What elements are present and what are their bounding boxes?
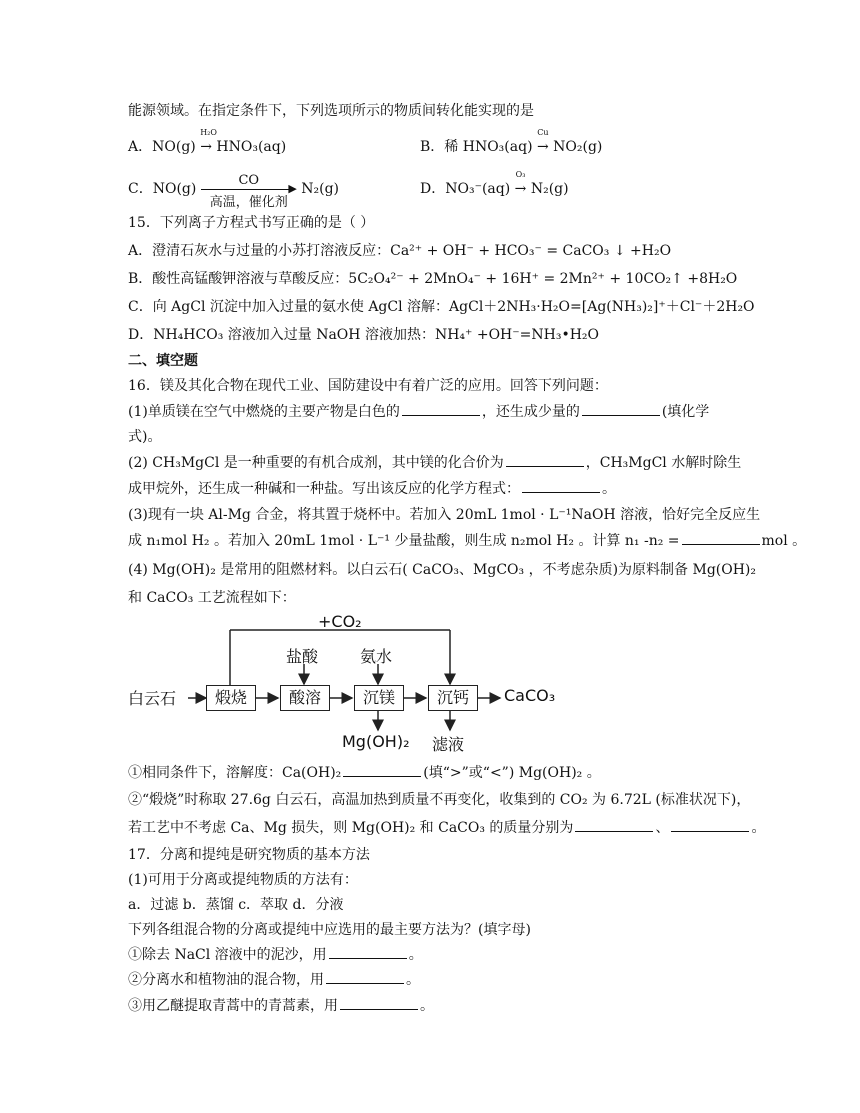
answer-blank (682, 532, 760, 545)
answer-blank (522, 480, 600, 493)
q15-option-a: A．澄清石灰水与过量的小苏打溶液反应：Ca²⁺ + OH⁻ + HCO₃⁻ = CaCO₃ ↓ +H₂O (128, 243, 672, 259)
q17-stem: 17．分离和提纯是研究物质的基本方法 (128, 847, 370, 863)
q15-option-b: B．酸性高锰酸钾溶液与草酸反应：5C₂O₄²⁻ + 2MnO₄⁻ + 16H⁺ = 2Mn²⁺ + 10CO₂↑ +8H₂O (128, 271, 738, 287)
q16-part3-cont: 成 n₁mol H₂ 。若加入 20mL 1mol · L⁻¹ 少量盐酸，则生成 n₂mol H₂ 。计算 n₁ -n₂ = mol 。 (128, 533, 807, 549)
answer-blank (340, 997, 418, 1010)
step-precipitate-mg: 沉镁 (354, 685, 404, 711)
q16-sub2-cont: 若工艺中不考虑 Ca、Mg 损失，则 Mg(OH)₂ 和 CaCO₃ 的质量分别为 、 。 (128, 820, 766, 836)
answer-blank (582, 403, 660, 416)
output-filtrate-label: 滤液 (432, 735, 465, 754)
q16-part4-cont: 和 CaCO₃ 工艺流程如下： (128, 590, 296, 606)
q17-item2: ②分离水和植物油的混合物，用 。 (128, 972, 420, 988)
q17-item3: ③用乙醚提取青蒿中的青蒿素，用 。 (128, 998, 434, 1014)
q16-part4: (4) Mg(OH)₂ 是常用的阻燃材料。以白云石( CaCO₃、MgCO₃ ，不考虑杂质)为原料制备 Mg(OH)₂ (128, 562, 757, 578)
start-label: 白云石 (128, 689, 177, 708)
process-flowchart (128, 614, 568, 754)
q16-sub1: ①相同条件下，溶解度：Ca(OH)₂ (填“>”或“<”) Mg(OH)₂ 。 (128, 765, 601, 781)
answer-blank (326, 971, 404, 984)
step-acid-dissolve: 酸溶 (280, 685, 330, 711)
ammonia-label: 氨水 (360, 647, 393, 666)
end-label: CaCO₃ (504, 686, 556, 705)
q15-option-c: C．向 AgCl 沉淀中加入过量的氨水使 AgCl 溶解：AgCl＋2NH₃·H₂O=[Ag(NH₃)₂]⁺＋Cl⁻＋2H₂O (128, 299, 755, 315)
answer-blank (329, 946, 407, 959)
q17-options: a．过滤 b．蒸馏 c．萃取 d．分液 (128, 897, 344, 913)
q14-option-d: D．NO₃⁻(aq) O₃ → N₂(g) (420, 170, 569, 197)
q14-option-a: A．NO(g) H₂O → HNO₃(aq) (128, 128, 287, 155)
answer-blank (575, 819, 653, 832)
q16-part2-cont: 成甲烷外，还生成一种碱和一种盐。写出该反应的化学方程式： 。 (128, 481, 616, 497)
section-heading: 二、填空题 (128, 353, 198, 369)
q14-option-b: B．稀 HNO₃(aq) Cu → NO₂(g) (420, 128, 603, 155)
q16-part1: (1)单质镁在空气中燃烧的主要产物是白色的 ，还生成少量的 (填化学 (128, 404, 710, 420)
q16-sub2: ②“煅烧”时称取 27.6g 白云石，高温加热到质量不再变化，收集到的 CO₂ 为 6.72L (标准状况下)， (128, 792, 751, 808)
q16-part3: (3)现有一块 Al-Mg 合金，将其置于烧杯中。若加入 20mL 1mol · L⁻¹NaOH 溶液，恰好完全反应生 (128, 507, 761, 523)
q15-option-d: D．NH₄HCO₃ 溶液加入过量 NaOH 溶液加热：NH₄⁺ +OH⁻=NH₃•H₂O (128, 327, 600, 343)
intro-line: 能源领域。在指定条件下，下列选项所示的物质间转化能实现的是 (128, 103, 534, 119)
q16-part2: (2) CH₃MgCl 是一种重要的有机合成剂，其中镁的化合价为 ，CH₃MgCl 水解时除生 (128, 455, 742, 471)
answer-blank (343, 764, 421, 777)
q17-part1: (1)可用于分离或提纯物质的方法有： (128, 872, 358, 888)
q15-stem: 15．下列离子方程式书写正确的是（ ） (128, 215, 375, 231)
q17-ask: 下列各组混合物的分离或提纯中应选用的最主要方法为？(填字母) (128, 922, 531, 938)
answer-blank (506, 454, 584, 467)
answer-blank (402, 403, 480, 416)
q14-option-c: C．NO(g) CO ▶ 高温，催化剂 N₂(g) (128, 173, 339, 210)
answer-blank (671, 819, 749, 832)
hcl-label: 盐酸 (286, 647, 319, 666)
q16-stem: 16．镁及其化合物在现代工业、国防建设中有着广泛的应用。回答下列问题： (128, 378, 608, 394)
co2-label: +CO₂ (318, 612, 362, 631)
step-precipitate-ca: 沉钙 (428, 685, 478, 711)
step-calcine: 煅烧 (206, 685, 256, 711)
q16-part1-cont: 式)。 (128, 429, 162, 445)
q17-item1: ①除去 NaCl 溶液中的泥沙，用 。 (128, 947, 423, 963)
output-mgoh2-label: Mg(OH)₂ (342, 732, 410, 751)
